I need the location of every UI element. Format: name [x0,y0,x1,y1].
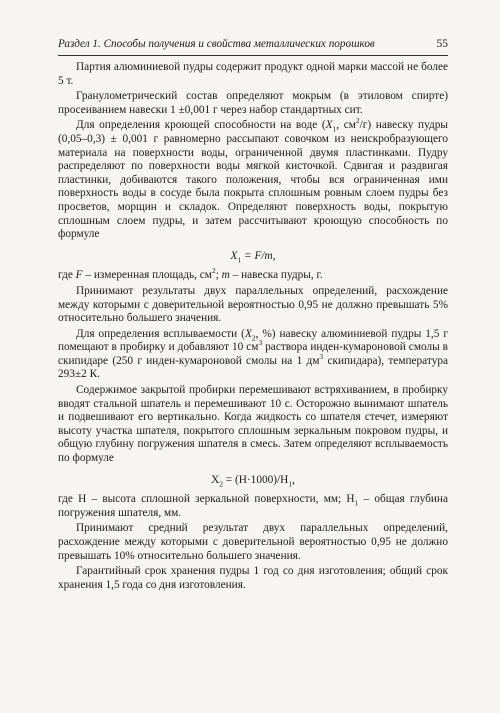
paragraph-buoyancy: Для определения всплываемости ($X_2$, %) навеску алюминиевой пудры 1,5 г помещают в пробирку и добавляют 10 $см^3$ раствора инден-кумароновой смолы в скипидаре (250 г инден-кумароновой смолы на 1 $дм^3$ скипидара), температура 293±2 К. [58,327,448,381]
paragraph-granulometry: Гранулометрический состав определяют мокрым (в этиловом спирте) просеиванием навески 1 ±0,001 г через набор стандартных сит. [58,90,448,116]
formula-legend-1: где F – измеренная площадь, $см^2$; m – навеска пудры, г. [58,266,323,282]
formula-legend-2: где H – высота сплошной зеркальной поверхности, мм; $H_1$ – общая глубина погружения шпателя, мм. [58,493,448,519]
paragraph-batch: Партия алюминиевой пудры содержит продукт одной марки массой не более 5 т. [58,61,448,87]
section-title: Раздел 1. Способы получения и свойства металлических порошков [58,38,375,50]
paragraph-storage: Гарантийный срок хранения пудры 1 год со дня изготовления; общий срок хранения 1,5 года со дня изготовления. [58,565,448,591]
page-number: 55 [436,38,448,50]
formula-buoyancy: $X_2 = (H\cdot 1000)/H_1$, [211,473,295,488]
formula-covering-power: $X_1 = F/m$, [230,249,276,264]
paragraph-parallel-2: Принимают средний результат двух параллельных определений, расхождение между которыми с доверительной вероятностью 0,95 не должно превышать 10% относительно большего значения. [58,522,448,562]
paragraph-covering-power: Для определения кроющей способности на воде ($X_1$, $см^2/г$) навеску пудры (0,05–0,3) ± 0,001 г равномерно рассыпают совочком из неискробразующего материала на поверхности воды, ограниченной двумя пластинками. Пудру распределяют по поверхности воды мягкой кисточкой. Сдвигая и раздвигая пластинки, добиваются такого положения, чтобы вся ограниченная ими поверхность воды в сосуде была покрыта сплошным ровным слоем пудры без просветов, морщин и складок. Определяют поверхность воды, покрытую сплошным слоем пудры, и затем рассчитывают кроющую способность по формуле [58,116,448,241]
header-rule [58,55,448,56]
paragraph-procedure: Содержимое закрытой пробирки перемешивают встряхиванием, в пробирку вводят стальной шпатель и перемешивают 10 с. Осторожно вынимают шпатель и подвешивают его вертикально. Когда жидкость со шпателя стечет, измеряют высоту участка шпателя, покрытого сплошным зеркальным покровом пудры, и общую глубину погружения шпателя в смесь. Затем определяют всплываемость по формуле [58,384,448,465]
page-body [58,61,448,594]
running-header [58,38,448,50]
paragraph-parallel-1: Принимают результаты двух параллельных определений, расхождение между которыми с доверительной вероятностью 0,95 не должно превышать 5% относительно большего значения. [58,284,448,325]
